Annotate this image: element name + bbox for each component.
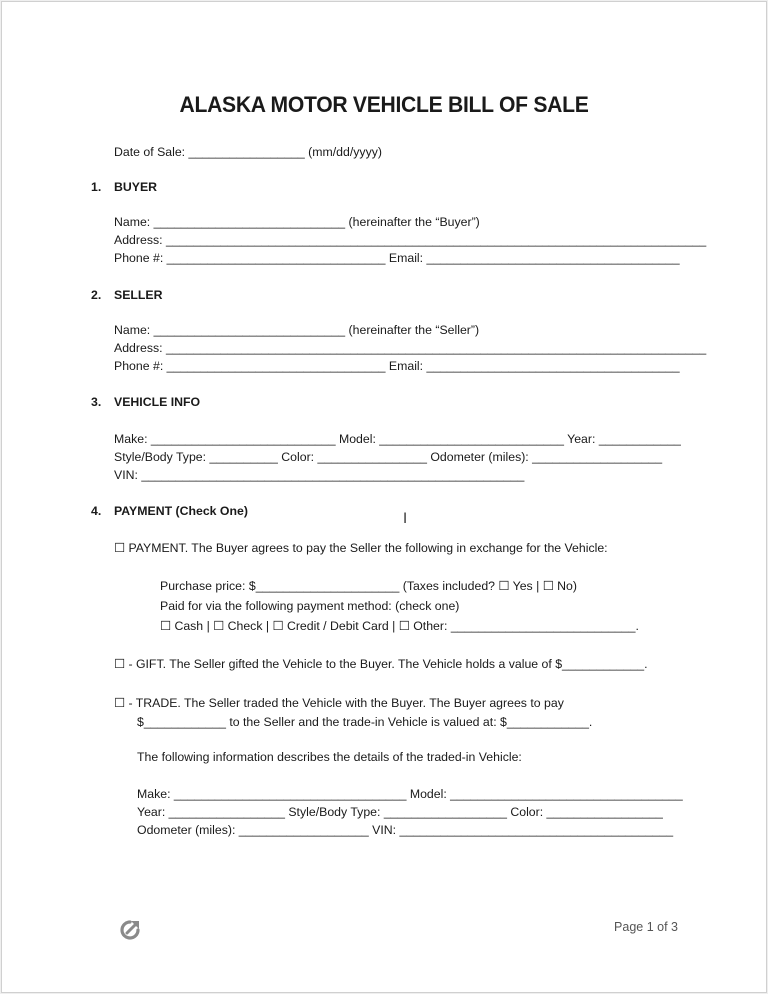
vehicle-style-color-odometer-line: Style/Body Type: __________ Color: ________________ Odometer (miles): ___________________ [114, 450, 663, 464]
payment-method-line: Paid for via the following payment method: (check one) [160, 599, 460, 613]
section-4-title: PAYMENT (Check One) [114, 504, 248, 518]
page-number: Page 1 of 3 [614, 920, 678, 934]
trade-make-model-line: Make: __________________________________ Model: __________________________________ [137, 787, 683, 801]
trade-intro-line: The following information describes the details of the traded-in Vehicle: [137, 750, 522, 764]
payment-option-line: ☐ PAYMENT. The Buyer agrees to pay the Seller the following in exchange for the Vehicle: [114, 541, 608, 555]
seller-address-line: Address: _______________________________________________________________________________ [114, 341, 707, 355]
trade-year-style-color-line: Year: _________________ Style/Body Type: __________________ Color: _________________ [137, 805, 663, 819]
purchase-price-line: Purchase price: $_____________________ (Taxes included? ☐ Yes | ☐ No) [160, 579, 577, 593]
buyer-address-line: Address: _______________________________________________________________________________ [114, 233, 707, 247]
seller-name-line: Name: ____________________________ (hereinafter the “Seller”) [114, 323, 480, 337]
section-1-title: BUYER [114, 180, 158, 194]
seller-phone-line: Phone #: ________________________________ Email: _____________________________________ [114, 359, 680, 373]
buyer-phone-line: Phone #: ________________________________ Email: _____________________________________ [114, 251, 680, 265]
section-3-number: 3. [91, 395, 102, 409]
document-title: ALASKA MOTOR VEHICLE BILL OF SALE [179, 92, 589, 117]
buyer-name-line: Name: ____________________________ (hereinafter the “Buyer”) [114, 215, 480, 229]
section-2-number: 2. [91, 288, 102, 302]
date-of-sale-line: Date of Sale: _________________ (mm/dd/yyyy) [114, 145, 382, 159]
gift-option-line: ☐ - GIFT. The Seller gifted the Vehicle to the Buyer. The Vehicle holds a value of $____________. [114, 657, 648, 671]
vehicle-vin-line: VIN: ________________________________________________________ [114, 468, 525, 482]
section-2-title: SELLER [114, 288, 163, 302]
refresh-arrow-icon [119, 919, 141, 941]
trade-value-line: $____________ to the Seller and the trade-in Vehicle is valued at: $____________. [137, 715, 593, 729]
section-4-number: 4. [91, 504, 102, 518]
document-page [1, 1, 767, 993]
trade-option-line: ☐ - TRADE. The Seller traded the Vehicle with the Buyer. The Buyer agrees to pay [114, 696, 564, 710]
text-cursor-icon: I [403, 511, 408, 527]
section-1-number: 1. [91, 180, 102, 194]
payment-methods-options-line: ☐ Cash | ☐ Check | ☐ Credit / Debit Card | ☐ Other: ___________________________. [160, 619, 639, 633]
vehicle-make-model-year-line: Make: ___________________________ Model: ___________________________ Year: ____________ [114, 432, 681, 446]
section-3-title: VEHICLE INFO [114, 395, 201, 409]
trade-odometer-vin-line: Odometer (miles): ___________________ VIN: ________________________________________ [137, 823, 674, 837]
